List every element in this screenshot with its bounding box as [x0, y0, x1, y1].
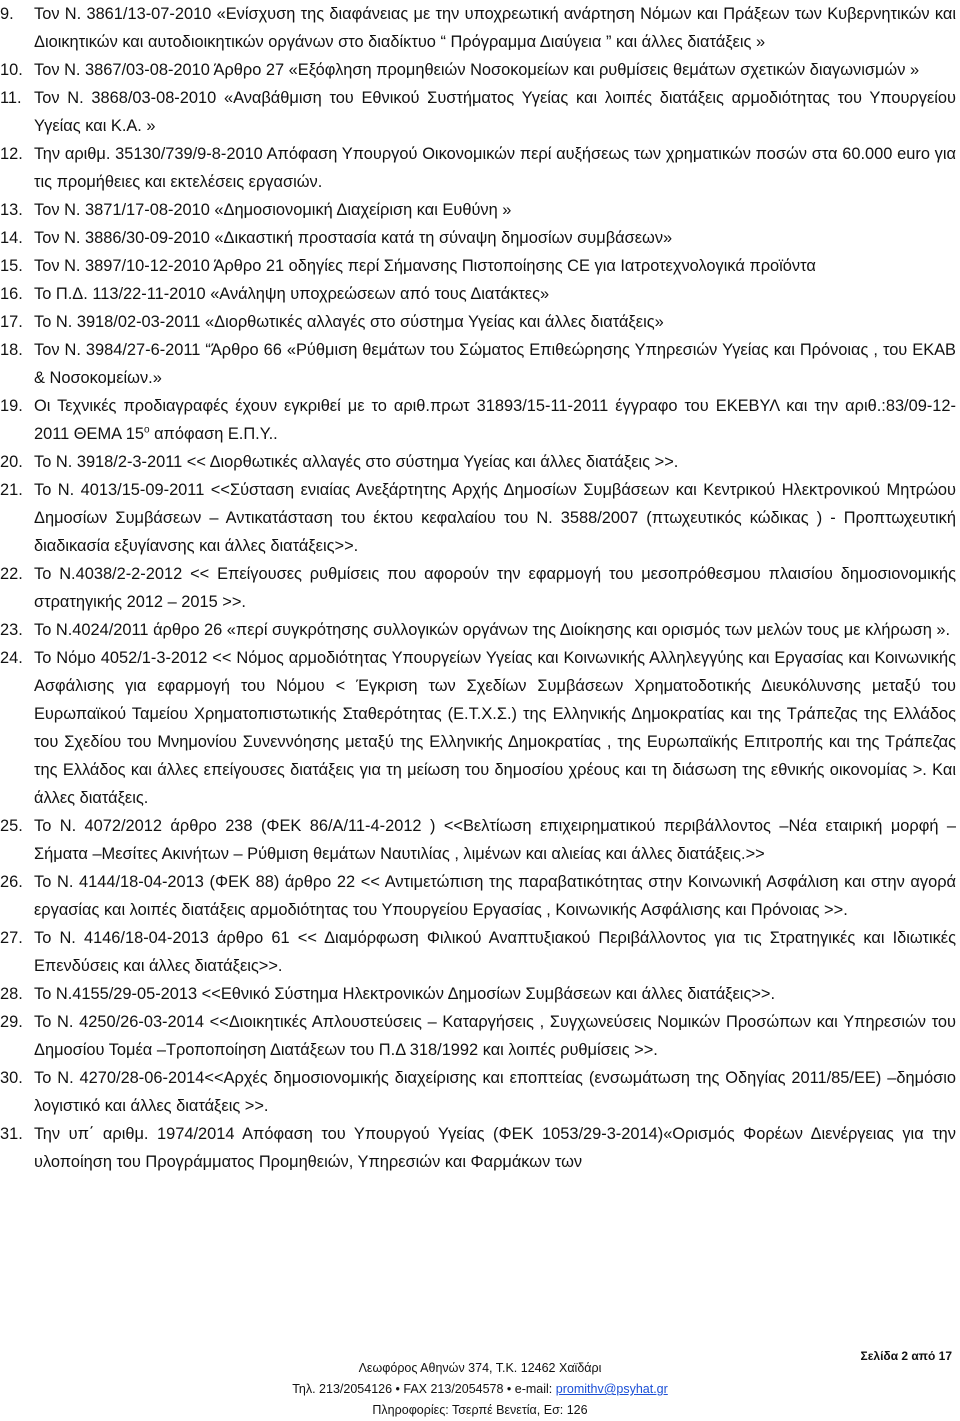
- list-item-number: 28.: [0, 985, 23, 1003]
- list-item-text: Τον Ν. 3984/27-6-2011 “Άρθρο 66 «Ρύθμιση θεμάτων του Σώματος Επιθεώρησης Υπηρεσιών Υγείας και Πρόνοιας , του ΕΚΑΒ & Νοσοκομείων.»: [34, 341, 956, 387]
- list-item: [0, 392, 960, 448]
- list-item-text: Τον Ν. 3886/30-09-2010 «Δικαστική προστασία κατά τη σύναψη δημοσίων συμβάσεων»: [34, 229, 673, 247]
- list-item-number: 12.: [0, 145, 23, 163]
- list-item-number: 27.: [0, 929, 23, 947]
- list-item-text: Το Ν. 4072/2012 άρθρο 238 (ΦΕΚ 86/Α/11-4-2012 ) <<Βελτίωση επιχειρηματικού περιβάλλοντος –Νέα εταιρική μορφή – Σήματα –Μεσίτες Ακινήτων – Ρύθμιση θεμάτων Ναυτιλίας , λιμένων και αλιείας και άλλες διατάξεις.>>: [34, 817, 956, 863]
- list-item-text: Τον Ν. 3871/17-08-2010 «Δημοσιονομική Διαχείριση και Ευθύνη »: [34, 201, 512, 219]
- footer: [0, 1358, 960, 1421]
- list-item-number: 11.: [0, 89, 22, 107]
- list-item-text: Την υπ΄ αριθμ. 1974/2014 Απόφαση του Υπουργού Υγείας (ΦΕΚ 1053/29-3-2014)«Ορισμός Φορέων Διενέργειας για την υλοποίηση του Προγράμματος Προμηθειών, Υπηρεσιών και Φαρμάκων των: [34, 1125, 956, 1171]
- list-item-text: Το Ν. 3918/02-03-2011 «Διορθωτικές αλλαγές στο σύστημα Υγείας και άλλες διατάξεις»: [34, 313, 664, 331]
- footer-info: Πληροφορίες: Τσερπέ Βενετία, Εσ: 126: [372, 1403, 588, 1417]
- list-item-number: 15.: [0, 257, 23, 275]
- footer-email-link[interactable]: promithv@psyhat.gr: [555, 1382, 668, 1396]
- superscript: ο: [143, 424, 150, 436]
- list-item: [0, 644, 960, 812]
- list-item-number: 25.: [0, 817, 23, 835]
- list-item-text: Το Ν.4024/2011 άρθρο 26 «περί συγκρότησης συλλογικών οργάνων της Διοίκησης και ορισμός των μελών τους με κλήρωση ».: [34, 621, 951, 639]
- list-item-number: 20.: [0, 453, 23, 471]
- list-item-number: 26.: [0, 873, 23, 891]
- list-item-number: 9.: [0, 5, 14, 23]
- list-item-text: [34, 392, 956, 448]
- list-item: [0, 252, 960, 280]
- list-item-number: 19.: [0, 397, 23, 415]
- list-item-text: Το Ν.4155/29-05-2013 <<Εθνικό Σύστημα Ηλεκτρονικών Δημοσίων Συμβάσεων και άλλες διατάξεις>>.: [34, 985, 776, 1003]
- list-item-number: 22.: [0, 565, 23, 583]
- list-item-number: 17.: [0, 313, 23, 331]
- list-item: [0, 448, 960, 476]
- list-item-number: 23.: [0, 621, 23, 639]
- list-item: [0, 868, 960, 924]
- list-item: [0, 308, 960, 336]
- list-item-text: Το Ν. 4250/26-03-2014 <<Διοικητικές Απλουστεύσεις – Καταργήσεις , Συγχωνεύσεις Νομικών Προσώπων και Υπηρεσιών του Δημοσίου Τομέα –Τροποποίηση Διατάξεων του Π.Δ 318/1992 και λοιπές ρυθμίσεις >>.: [34, 1013, 956, 1059]
- list-item-number: 13.: [0, 201, 23, 219]
- list-item-text: Το Ν.4038/2-2-2012 << Επείγουσες ρυθμίσεις που αφορούν την εφαρμογή του μεσοπρόθεσμου πλαισίου δημοσιονομικής στρατηγικής 2012 – 2015 >>.: [34, 565, 956, 611]
- list-item-text: Τον Ν. 3897/10-12-2010 Άρθρο 21 οδηγίες περί Σήμανσης Πιστοποίησης CE για Ιατροτεχνολογικά προϊόντα: [34, 257, 816, 275]
- list-item-text: Τον Ν. 3861/13-07-2010 «Ενίσχυση της διαφάνειας με την υποχρεωτική ανάρτηση Νόμων και Πράξεων των Κυβερνητικών και Διοικητικών και αυτοδιοικητικών οργάνων στο διαδίκτυο “ Πρόγραμμα Διαύγεια ” και άλλες διατάξεις »: [34, 5, 956, 51]
- list-item-text: Τον Ν. 3868/03-08-2010 «Αναβάθμιση του Εθνικού Συστήματος Υγείας και λοιπές διατάξεις αρμοδιότητας του Υπουργείου Υγείας και Κ.Α. »: [34, 89, 956, 135]
- list-item: [0, 1064, 960, 1120]
- list-item-text: Το Ν. 3918/2-3-2011 << Διορθωτικές αλλαγές στο σύστημα Υγείας και άλλες διατάξεις >>.: [34, 453, 679, 471]
- list-item: [0, 224, 960, 252]
- list-item-text: Το Ν. 4013/15-09-2011 <<Σύσταση ενιαίας Ανεξάρτητης Αρχής Δημοσίων Συμβάσεων και Κεντρικού Ηλεκτρονικού Μητρώου Δημοσίων Συμβάσεων – Αντικατάσταση του έκτου κεφαλαίου του Ν. 3588/2007 (πτωχευτικός κώδικας ) - Προπτωχευτική διαδικασία εξυγίανσης και άλλες διατάξεις>>.: [34, 481, 956, 555]
- footer-address: Λεωφόρος Αθηνών 374, Τ.Κ. 12462 Χαϊδάρι: [358, 1361, 602, 1375]
- list-item-number: 29.: [0, 1013, 23, 1031]
- list-item: [0, 0, 960, 56]
- list-item-text: Το Ν. 4146/18-04-2013 άρθρο 61 << Διαμόρφωση Φιλικού Αναπτυξιακού Περιβάλλοντος για τις Στρατηγικές και Ιδιωτικές Επενδύσεις και άλλες διατάξεις>>.: [34, 929, 956, 975]
- footer-contact: [0, 1379, 960, 1400]
- list-item: [0, 616, 960, 644]
- list-item: [0, 84, 960, 140]
- list-item: [0, 980, 960, 1008]
- footer-phone: Τηλ. 213/2054126 • FAX 213/2054578 • e-mail:: [292, 1382, 556, 1396]
- list-item-number: 16.: [0, 285, 23, 303]
- list-item-number: 10.: [0, 61, 23, 79]
- list-item-text-part: απόφαση Ε.Π.Υ..: [149, 425, 278, 443]
- list-item: [0, 280, 960, 308]
- list-item-number: 14.: [0, 229, 23, 247]
- list-item: [0, 336, 960, 392]
- list-item: [0, 196, 960, 224]
- list-item-text: Το Ν. 4144/18-04-2013 (ΦΕΚ 88) άρθρο 22 << Αντιμετώπιση της παραβατικότητας στην Κοινωνική Ασφάλιση και στην αγορά εργασίας και λοιπές διατάξεις αρμοδιότητας του Υπουργείου Εργασίας , Κοινωνικής Ασφάλισης και Πρόνοιας >>.: [34, 873, 956, 919]
- list-item-number: 30.: [0, 1069, 23, 1087]
- page-number: Σελίδα 2 από 17: [860, 1349, 952, 1363]
- list-item: [0, 56, 960, 84]
- list-item-number: 18.: [0, 341, 23, 359]
- list-item: [0, 812, 960, 868]
- list-item-text: Τον Ν. 3867/03-08-2010 Άρθρο 27 «Εξόφληση προμηθειών Νοσοκομείων και ρυθμίσεις θεμάτων σχετικών διαγωνισμών »: [34, 61, 920, 79]
- list-item: [0, 140, 960, 196]
- list-item-number: 24.: [0, 649, 23, 667]
- list-item: [0, 1120, 960, 1176]
- list-item-text-part: Οι Τεχνικές προδιαγραφές έχουν εγκριθεί με το αριθ.πρωτ 31893/15-11-2011 έγγραφο του ΕΚΕΒΥΛ και την αριθ.:83/09-12-2011 ΘΕΜΑ 15: [34, 397, 956, 443]
- list-item-text: Το Ν. 4270/28-06-2014<<Αρχές δημοσιονομικής διαχείρισης και εποπτείας (ενσωμάτωση της Οδηγίας 2011/85/ΕΕ) –δημόσιο λογιστικό και άλλες διατάξεις >>.: [34, 1069, 956, 1115]
- list-item: [0, 560, 960, 616]
- list-item-text: Το Νόμο 4052/1-3-2012 << Νόμος αρμοδιότητας Υπουργείων Υγείας και Κοινωνικής Αλληλεγγύης και Εργασίας και Κοινωνικής Ασφάλισης για εφαρμογή του Νόμου < Έγκριση των Σχεδίων Συμβάσεων Χρηματοδοτικής Διευκόλυνσης μεταξύ του Ευρωπαϊκού Ταμείου Χρηματοπιστωτικής Σταθερότητας (Ε.Τ.Χ.Σ.) της Ελληνικής Δημοκρατίας και της Τράπεζας της Ελλάδος του Σχεδίου του Μνημονίου Συνεννόησης μεταξύ της Ελληνικής Δημοκρατίας , της Ευρωπαϊκής Επιτροπής και της Τράπεζας της Ελλάδος και άλλες επείγουσες διατάξεις για τη μείωση του δημοσίου χρέους και τη διάσωση της εθνικής οικονομίας >. Και άλλες διατάξεις.: [34, 649, 956, 807]
- list-item-text: Το Π.Δ. 113/22-11-2010 «Ανάληψη υποχρεώσεων από τους Διατάκτες»: [34, 285, 550, 303]
- list-item: [0, 476, 960, 560]
- list-item-number: 21.: [0, 481, 23, 499]
- list-item: [0, 924, 960, 980]
- list-item: [0, 1008, 960, 1064]
- list-item-number: 31.: [0, 1125, 23, 1143]
- list-item-text: Την αριθμ. 35130/739/9-8-2010 Απόφαση Υπουργού Οικονομικών περί αυξήσεως των χρηματικών ποσών στα 60.000 euro για τις προμήθειες και εκτελέσεις εργασιών.: [34, 145, 956, 191]
